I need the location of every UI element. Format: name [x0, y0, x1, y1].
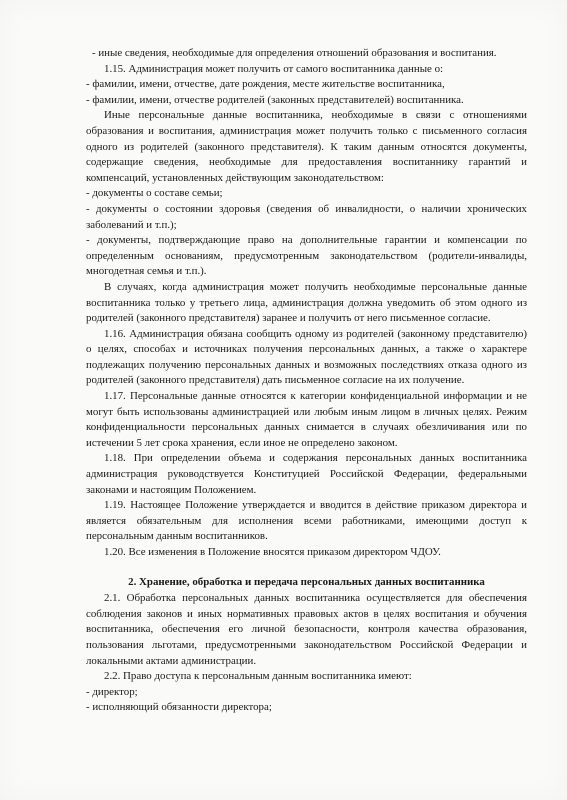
paragraph-1-16: 1.16. Администрация обязана сообщить одному из родителей (законному представителю) о целях, способах и источниках получения персональных данных, а также о характере подлежащих получению персональных данных и возможных последствиях отказа одного из родителей (законного представителя) дать письменное согласие на их получение. [86, 327, 527, 387]
list-item-health-docs: - документы о состоянии здоровья (сведения об инвалидности, о наличии хронических заболеваний и т.п.); [86, 202, 527, 231]
paragraph-other-info: - иные сведения, необходимые для определения отношений образования и воспитания. [92, 47, 497, 59]
list-item-child-data: - фамилии, имени, отчестве, дате рождения, месте жительстве воспитанника, [86, 78, 445, 91]
paragraph-2-2: 2.2. Право доступа к персональным данным воспитанника имеют: [104, 670, 412, 683]
list-item-director: - директор; [86, 685, 138, 698]
list-item-guarantee-docs: - документы, подтверждающие право на дополнительные гарантии и компенсации по определенным основаниям, предусмотренным законодательством (родители-инвалиды, многодетная семья и т.п.). [86, 234, 527, 278]
list-item-family-docs: - документы о составе семьи; [86, 187, 223, 200]
document-body [86, 46, 527, 716]
paragraph-1-18: 1.18. При определении объема и содержания персональных данных воспитанника администрация руководствуется Конституцией Российской Федерации, федеральными законами и настоящим Положением. [86, 452, 527, 496]
paragraph-third-party: В случаях, когда администрация может получить необходимые персональные данные воспитанника только у третьего лица, администрация должна уведомить об этом одного из родителей (законного представителя) заранее и получить от него письменное согласие. [86, 280, 527, 325]
paragraph-other-personal-data: Иные персональные данные воспитанника, необходимые в связи с отношениями образования и воспитания, администрация может получить только с письменного согласия одного из родителей (законного представителя). К таким данным относятся документы, содержащие сведения, необходимые для предоставления воспитаннику гарантий и компенсаций, установленных действующим законодательством: [86, 109, 527, 184]
paragraph-1-17: 1.17. Персональные данные относятся к категории конфиденциальной информации и не могут быть использованы администрацией или любым иным лицом в личных целях. Режим конфиденциальности персональных данных снимается в случаях обезличивания или по истечении 5 лет срока хранения, если иное не определено законом. [86, 390, 527, 449]
section-heading-2: 2. Хранение, обработка и передача персональных данных воспитанника [128, 575, 485, 588]
section-gap [86, 561, 527, 575]
paragraph-2-1: 2.1. Обработка персональных данных воспитанника осуществляется для обеспечения соблюдения законов и иных нормативных правовых актов в целях воспитания и обучения воспитанника, обеспечения его личной безопасности, контроля качества образования, пользования льготами, предусмотренными законодательством Российской Федерации и локальными актами администрации. [86, 592, 527, 667]
paragraph-1-19: 1.19. Настоящее Положение утверждается и вводится в действие приказом директора и является обязательным для исполнения всеми работниками, имеющими доступ к персональным данным воспитанников. [86, 499, 527, 543]
paragraph-1-15: 1.15. Администрация может получить от самого воспитанника данные о: [104, 62, 444, 75]
list-item-parent-data: - фамилии, имени, отчестве родителей (законных представителей) воспитанника. [86, 93, 464, 106]
list-item-acting-director: - исполняющий обязанности директора; [86, 701, 272, 714]
paragraph-1-20: 1.20. Все изменения в Положение вносятся приказом директором ЧДОУ. [104, 546, 441, 558]
